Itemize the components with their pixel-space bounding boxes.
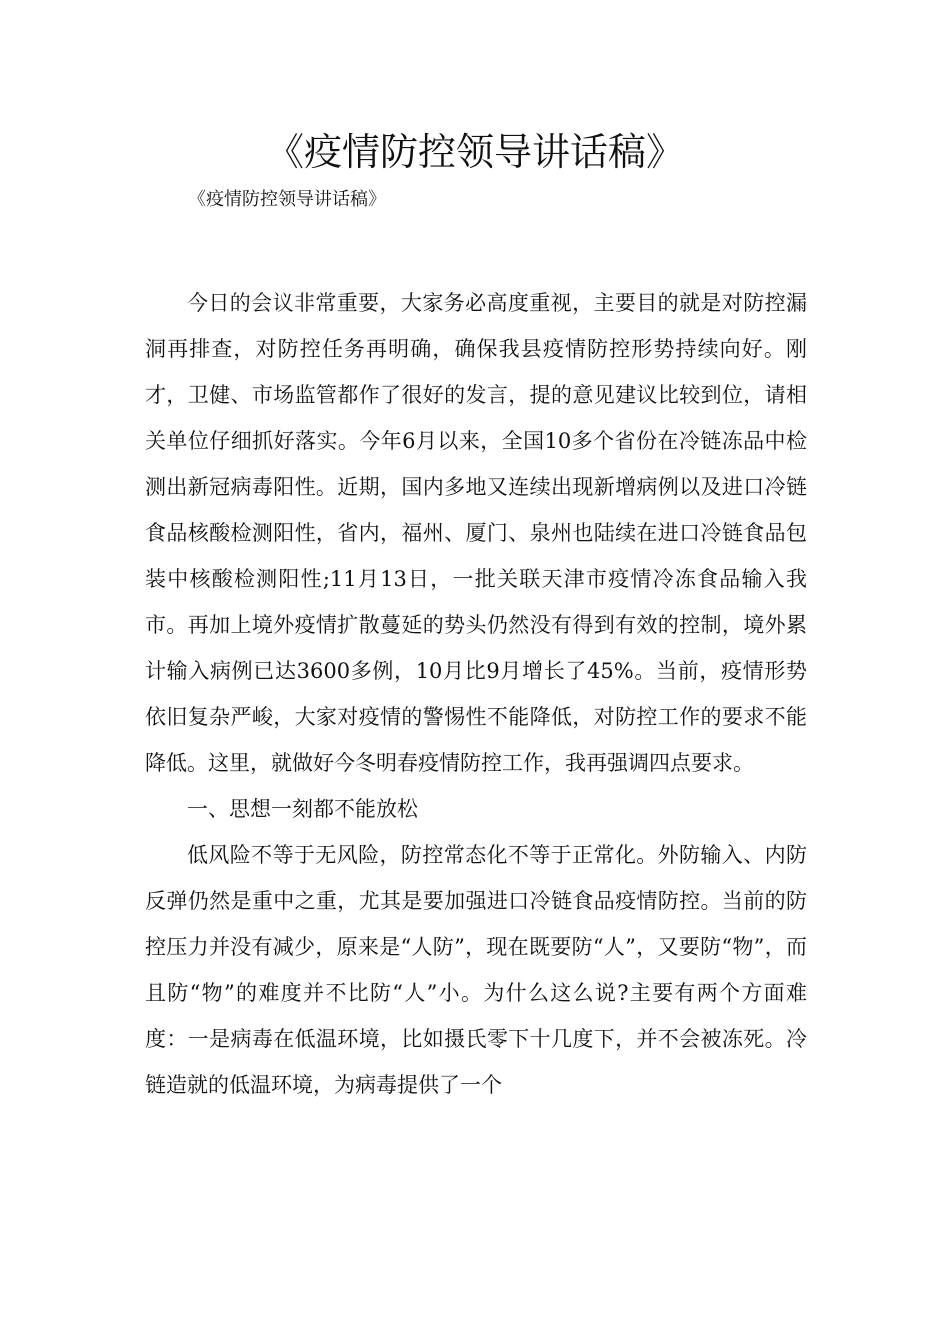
section-1-paragraph: 低风险不等于无风险，防控常态化不等于正常化。外防输入、内防反弹仍然是重中之重，尤其是要加强进口冷链食品疫情防控。当前的防控压力并没有减少，原来是“人防”，现在既要防“人”，又要防“物”，而且防“物”的难度并不比防“人”小。为什么这么说?主要有两个方面难度：一是病毒在低温环境，比如摄氏零下十几度下，并不会被冻死。冷链造就的低温环境，为病毒提供了一个 <box>145 843 807 1097</box>
document-title: 《疫情防控领导讲话稿》 <box>265 130 684 174</box>
intro-paragraph: 今日的会议非常重要，大家务必高度重视，主要目的就是对防控漏洞再排查，对防控任务再明确，确保我县疫情防控形势持续向好。刚才，卫健、市场监管都作了很好的发言，提的意见建议比较到位，请相关单位仔细抓好落实。今年6月以来，全国10多个省份在冷链冻品中检测出新冠病毒阳性。近期，国内多地又连续出现新增病例以及进口冷链食品核酸检测阳性，省内，福州、厦门、泉州也陆续在进口冷链食品包装中核酸检测阳性;11月13日，一批关联天津市疫情冷冻食品输入我市。再加上境外疫情扩散蔓延的势头仍然没有得到有效的控制，境外累计输入病例已达3600多例，10月比9月增长了45%。当前，疫情形势依旧复杂严峻，大家对疫情的警惕性不能降低，对防控工作的要求不能降低。这里，就做好今冬明春疫情防控工作，我再强调四点要求。 <box>145 291 807 775</box>
document-subtitle: 《疫情防控领导讲话稿》 <box>188 189 386 210</box>
document-body <box>145 280 807 1108</box>
section-heading-1: 一、思想一刻都不能放松 <box>187 797 418 821</box>
